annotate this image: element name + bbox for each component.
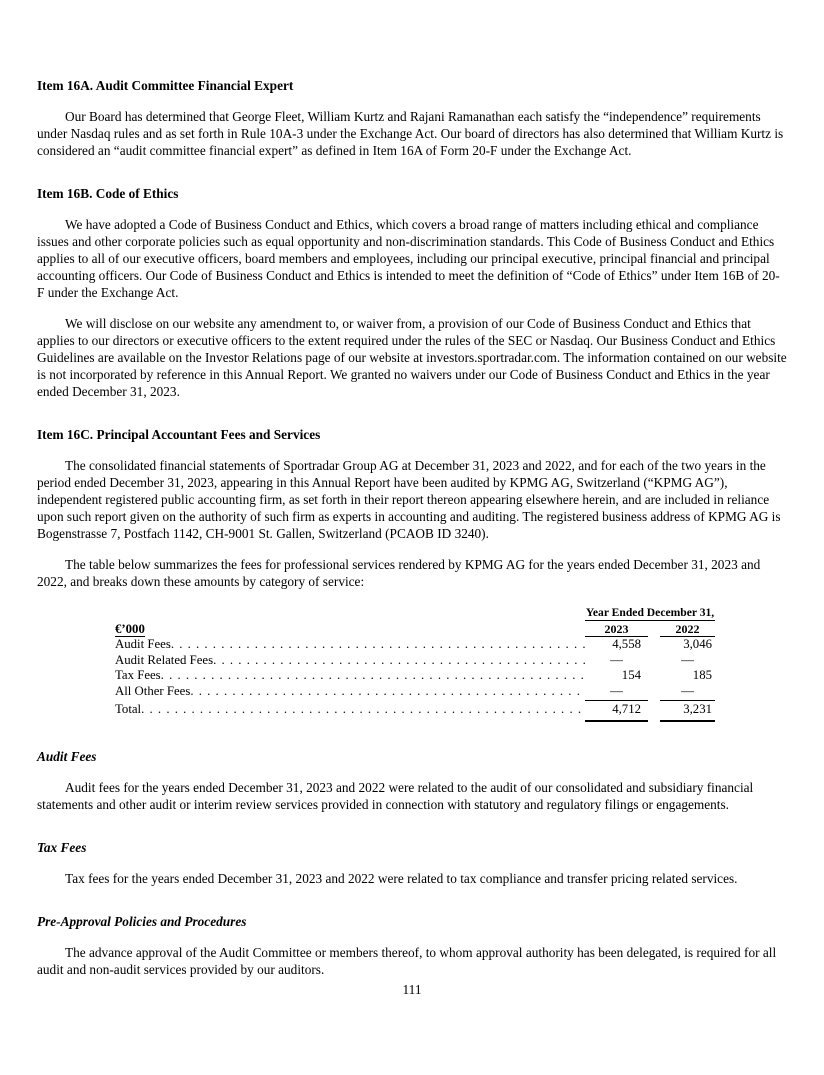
fee-table-column-2022: 2022 xyxy=(660,622,715,637)
fee-table-column-header-row xyxy=(115,622,715,637)
document-body xyxy=(37,77,787,978)
fee-table-period-header-row xyxy=(115,606,715,621)
table-row xyxy=(115,637,715,653)
paragraph-item-16c-2: The table below summarizes the fees for professional services rendered by KPMG AG for the years ended December 31, 2023 and 2022, and breaks down these amounts by category of service: xyxy=(37,557,761,589)
value-2022: 3,231 xyxy=(660,700,715,722)
table-row xyxy=(115,684,715,700)
value-2023: 4,558 xyxy=(612,637,641,651)
dot-leader xyxy=(161,668,585,684)
paragraph-item-16c-1: The consolidated financial statements of Sportradar Group AG at December 31, 2023 and 2022, and for each of the two years in the period ended December 31, 2023, appearing in this Annual Report have been audited by KPMG AG, Switzerland (“KPMG AG”), independent registered public accounting firm, as set forth in their report thereon appearing elsewhere herein, and are included in reliance upon such report given on the authority of such firm as experts in accounting and auditing. The registered business address of KPMG AG is Bogenstrasse 7, Postfach 1142, CH-9001 St. Gallen, Switzerland (PCAOB ID 3240). xyxy=(37,458,781,541)
value-2023: — xyxy=(610,683,623,698)
fee-table-column-2023: 2023 xyxy=(585,622,648,637)
value-2023: 4,712 xyxy=(585,700,648,722)
row-label: Audit Related Fees xyxy=(115,652,214,667)
fee-table-period-header: Year Ended December 31, xyxy=(585,606,715,619)
paragraph-item-16b-1: We have adopted a Code of Business Conduct and Ethics, which covers a broad range of matters including ethical and compliance issues and other corporate policies such as equal opportunity and non-discrimination standards. This Code of Business Conduct and Ethics applies to all of our executive officers, board members and employees, including our principal executive, principal financial and principal accounting officers. Our Code of Business Conduct and Ethics is intended to meet the definition of “Code of Ethics” under Item 16B of 20-F under the Exchange Act. xyxy=(37,217,780,300)
heading-item-16b: Item 16B. Code of Ethics xyxy=(37,186,179,201)
row-label: Audit Fees xyxy=(115,637,171,651)
dot-leader xyxy=(141,702,585,718)
dot-leader xyxy=(171,637,585,653)
heading-item-16a: Item 16A. Audit Committee Financial Expert xyxy=(37,78,294,93)
heading-preapproval: Pre-Approval Policies and Procedures xyxy=(37,913,247,929)
row-label: All Other Fees xyxy=(115,683,191,698)
value-2022: — xyxy=(681,683,694,698)
fee-table xyxy=(115,606,715,722)
heading-item-16c: Item 16C. Principal Accountant Fees and Services xyxy=(37,427,321,442)
table-row xyxy=(115,653,715,669)
value-2022: 3,046 xyxy=(683,637,712,651)
row-label: Tax Fees xyxy=(115,668,161,683)
table-row xyxy=(115,668,715,684)
value-2023: — xyxy=(610,652,623,667)
paragraph-tax-fees: Tax fees for the years ended December 31, 2023 and 2022 were related to tax compliance and transfer pricing related services. xyxy=(65,870,738,886)
page-number: 111 xyxy=(402,982,422,997)
heading-audit-fees: Audit Fees xyxy=(37,748,97,764)
paragraph-item-16b-2: We will disclose on our website any amendment to, or waiver from, a provision of our Code of Business Conduct and Ethics that applies to our directors or executive officers to the extent required under the rules of the SEC or Nasdaq. Our Business Conduct and Ethics Guidelines are available on the Investor Relations page of our website at investors.sportradar.com. The information contained on our website is not incorporated by reference in this Annual Report. We granted no waivers under our Code of Business Conduct and Ethics in the year ended December 31, 2023. xyxy=(37,316,787,399)
row-label: Total xyxy=(115,702,142,717)
table-row-total xyxy=(115,699,715,722)
dot-leader xyxy=(213,653,585,669)
paragraph-preapproval: The advance approval of the Audit Committee or members thereof, to whom approval authority has been delegated, is required for all audit and non-audit services provided by our auditors. xyxy=(37,944,777,977)
dot-leader xyxy=(190,684,585,700)
value-2022: 185 xyxy=(692,668,712,683)
value-2022: — xyxy=(681,652,694,667)
value-2023: 154 xyxy=(621,668,641,683)
fee-table-unit-label: €’000 xyxy=(115,622,145,636)
paragraph-audit-fees: Audit fees for the years ended December 31, 2023 and 2022 were related to the audit of our consolidated and subsidiary financial statements and other audit or interim review services provided in connection with statutory and regulatory filings or engagements. xyxy=(37,779,754,812)
paragraph-item-16a: Our Board has determined that George Fleet, William Kurtz and Rajani Ramanathan each satisfy the “independence” requirements under Nasdaq rules and as set forth in Rule 10A-3 under the Exchange Act. Our board of directors has also determined that William Kurtz is considered an “audit committee financial expert” as defined in Item 16A of Form 20-F under the Exchange Act. xyxy=(37,109,784,158)
heading-tax-fees: Tax Fees xyxy=(37,839,87,855)
